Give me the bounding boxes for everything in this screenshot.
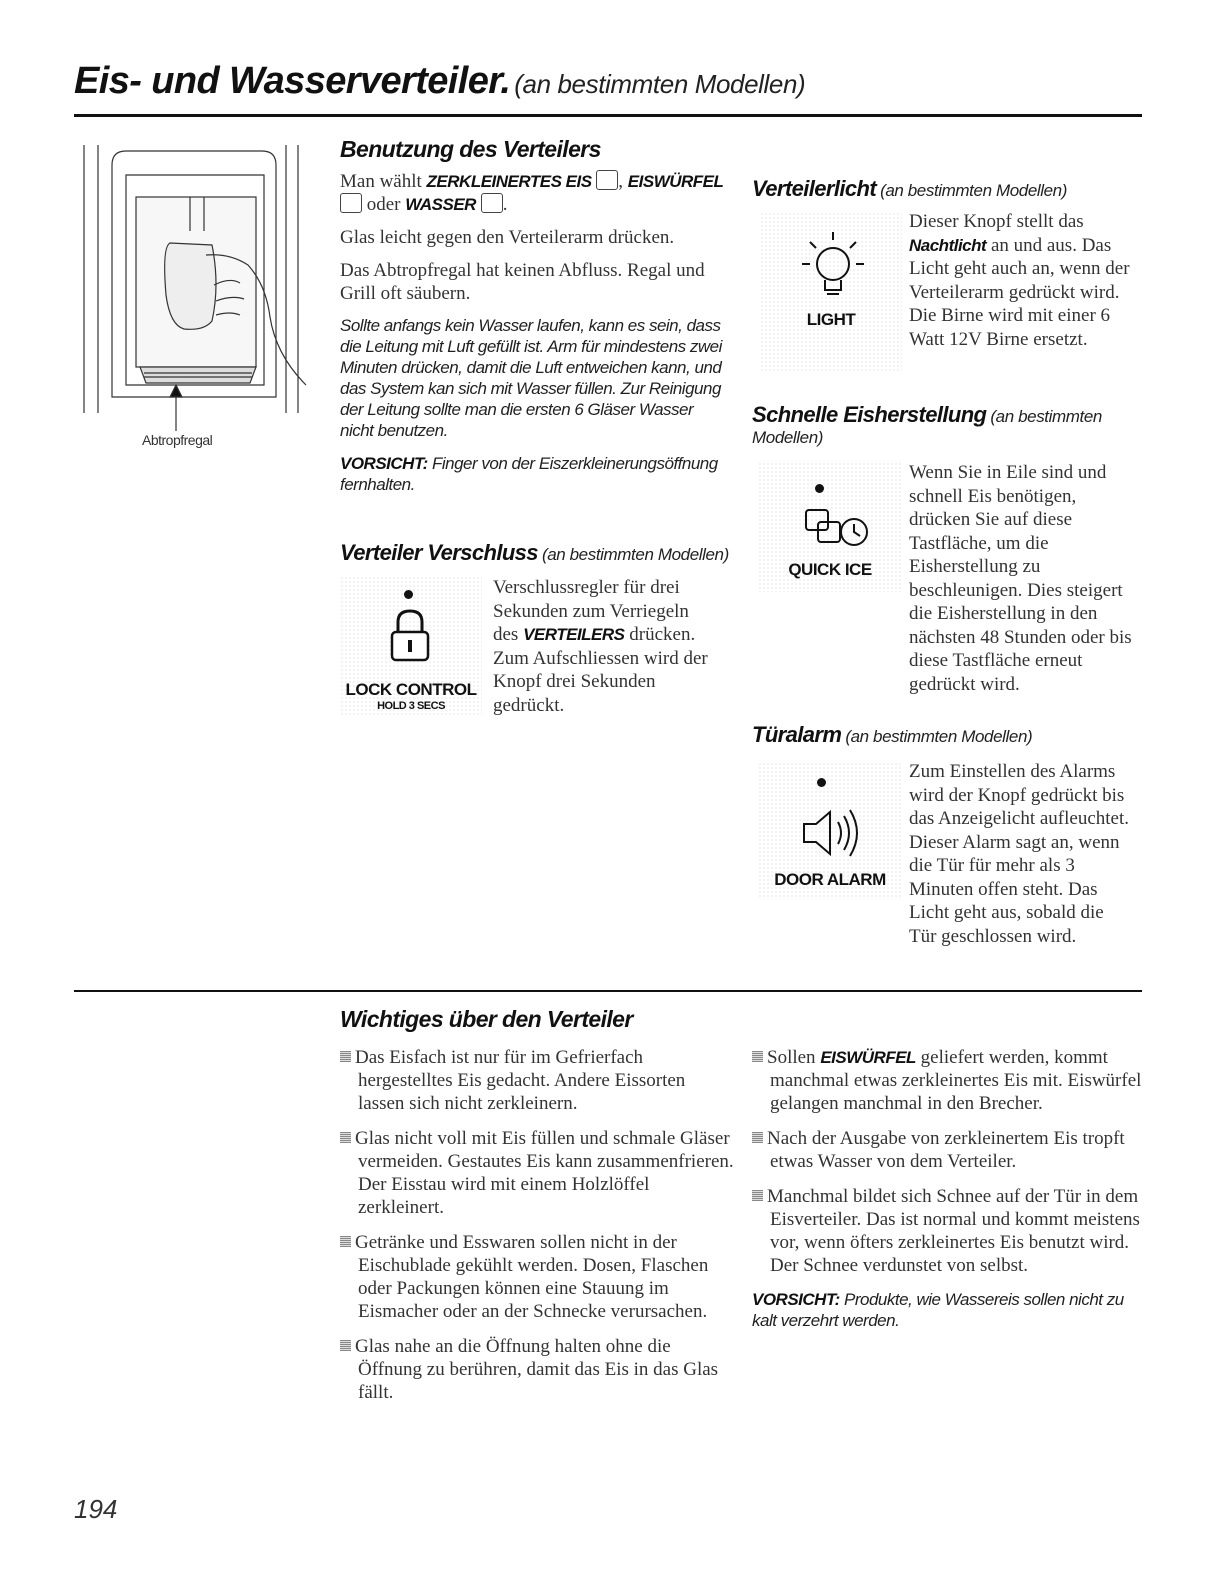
- ice-cubes-icon: [340, 193, 362, 213]
- light-text-pre: Dieser Knopf stellt das: [909, 211, 1084, 232]
- page-title: [74, 60, 1154, 103]
- label-crushed-ice: ZERKLEINERTES EIS: [426, 172, 592, 191]
- bullet-icon: [752, 1190, 763, 1201]
- lock-text-post: drücken. Zum Aufschliessen wird der Knopf drei Sekunden gedrückt.: [493, 624, 708, 716]
- lock-text: [493, 576, 718, 717]
- benutzung-caution: [340, 453, 730, 495]
- dispenser-illustration: [80, 135, 310, 445]
- section-heading-door-alarm: [752, 722, 1032, 748]
- title-main: Eis- und Wasserverteiler.: [74, 60, 511, 102]
- crushed-ice-icon: [596, 170, 618, 190]
- wichtiges-right-list: [752, 1046, 1147, 1277]
- list-item-text: Getränke und Esswaren sollen nicht in der Eischublade gekühlt werden. Dosen, Flaschen oder Packungen können eine Stauung im Eismacher oder an der Schnecke verursachen.: [355, 1232, 709, 1322]
- caution-text: Finger von der Eiszerkleinerungsöffnung fernhalten.: [340, 454, 718, 494]
- bullet-icon: [340, 1132, 351, 1143]
- light-panel: [760, 212, 902, 372]
- list-item: [340, 1127, 735, 1219]
- wichtiges-left-list: [340, 1046, 735, 1404]
- list-item: [340, 1046, 735, 1115]
- bullet-icon: [752, 1132, 763, 1143]
- wichtiges-left-column: [340, 1046, 735, 1416]
- door-alarm-panel-label: DOOR ALARM: [774, 870, 886, 889]
- benutzung-p4: Sollte anfangs kein Wasser laufen, kann es sein, dass die Leitung mit Luft gefüllt ist. Arm für mindestens zwei Minuten drücken, damit die Luft entweichen kann, und das System kan sich mit Wasser füllen. Zur Reinigung der Leitung sollte man die ersten 6 Gläser Wasser nicht benutzen.: [340, 316, 722, 440]
- lock-indicator-dot: [404, 590, 413, 599]
- label-water: WASSER: [405, 195, 476, 214]
- lock-panel-label: LOCK CONTROL: [345, 680, 477, 699]
- list-item-text: Manchmal bildet sich Schnee auf der Tür in dem Eisverteiler. Das ist normal und kommt meistens vor, wenn öfters zerkleinertes Eis benutzt wird. Der Schnee verdunstet von selbst.: [767, 1186, 1140, 1276]
- list-item: [752, 1046, 1147, 1115]
- caution-text: Produkte, wie Wassereis sollen nicht zu kalt verzehrt werden.: [752, 1290, 1124, 1330]
- list-item-text: Nach der Ausgabe von zerkleinertem Eis tropft etwas Wasser von dem Verteiler.: [767, 1128, 1125, 1172]
- text-period: .: [502, 194, 508, 215]
- door-alarm-text: Zum Einstellen des Alarms wird der Knopf gedrückt bis das Anzeigelicht aufleuchtet. Dieser Alarm sagt an, wenn die Tür für mehr als 3 Minuten offen steht. Das Licht geht aus, sobald die Tür geschlossen wird.: [909, 761, 1129, 947]
- list-item-text-pre: Sollen: [767, 1047, 816, 1068]
- light-text-post: an und aus. Das Licht geht auch an, wenn der Verteilerarm gedrückt wird. Die Birne wird mit einer 6 Watt 12V Birne ersetzt.: [909, 234, 1130, 350]
- list-item: [340, 1231, 735, 1323]
- title-sub: (an bestimmten Modellen): [514, 69, 806, 99]
- lock-heading-sub: (an bestimmten Modellen): [541, 545, 729, 564]
- light-text: [909, 210, 1134, 351]
- text-man-waehlt: Man wählt: [340, 171, 422, 192]
- light-heading-main: Verteilerlicht: [752, 176, 877, 201]
- door-alarm-heading-sub: (an bestimmten Modellen): [845, 727, 1033, 746]
- bullet-icon: [340, 1236, 351, 1247]
- benutzung-body: [340, 170, 730, 505]
- text-oder: oder: [366, 194, 401, 215]
- section-heading-wichtiges: Wichtiges über den Verteiler: [340, 1006, 633, 1032]
- benutzung-p3: Das Abtropfregal hat keinen Abfluss. Regal und Grill oft säubern.: [340, 260, 705, 304]
- bullet-icon: [340, 1340, 351, 1351]
- page-number: 194: [74, 1494, 118, 1524]
- lock-text-bold: VERTEILERS: [523, 625, 625, 644]
- section-heading-lock: [340, 540, 729, 566]
- door-alarm-panel: [758, 762, 902, 898]
- list-item-text: Glas nicht voll mit Eis füllen und schmale Gläser vermeiden. Gestautes Eis kann zusammenfrieren. Der Eisstau wird mit einem Holzlöffel zerkleinert.: [355, 1128, 734, 1218]
- label-ice-cubes: EISWÜRFEL: [627, 172, 724, 191]
- bullet-icon: [340, 1051, 351, 1062]
- lock-control-panel: [340, 576, 482, 716]
- caution-label: VORSICHT:: [340, 454, 428, 473]
- section-divider: [74, 990, 1142, 992]
- list-item-text: Das Eisfach ist nur für im Gefrierfach hergestelltes Eis gedacht. Andere Eissorten lassen sich nicht zerkleinern.: [355, 1047, 686, 1114]
- light-text-bold: Nachtlicht: [909, 235, 987, 255]
- quick-ice-heading-main: Schnelle Eisherstellung: [752, 402, 987, 427]
- figure-caption: Abtropfregal: [142, 432, 213, 448]
- light-bulb-icon: [798, 228, 868, 308]
- wichtiges-right-column: [752, 1046, 1147, 1331]
- door-alarm-heading-main: Türalarm: [752, 722, 842, 747]
- speaker-icon: [796, 798, 868, 868]
- list-item: [752, 1185, 1147, 1277]
- list-item: [752, 1127, 1147, 1173]
- padlock-icon: [386, 608, 434, 664]
- lock-panel-sublabel: HOLD 3 SECS: [377, 700, 445, 712]
- benutzung-p2: Glas leicht gegen den Verteilerarm drücken.: [340, 227, 675, 248]
- section-heading-light: [752, 176, 1067, 202]
- lock-heading-main: Verteiler Verschluss: [340, 540, 538, 565]
- list-item-text-bold: EISWÜRFEL: [820, 1048, 916, 1067]
- light-heading-sub: (an bestimmten Modellen): [880, 181, 1067, 200]
- list-item-text-post: geliefert werden, kommt manchmal etwas zerkleinertes Eis mit. Eiswürfel gelangen manchmal in den Brecher.: [770, 1047, 1142, 1114]
- light-panel-label: LIGHT: [806, 310, 856, 329]
- lock-text-pre: Verschlussregler für drei Sekunden zum Verriegeln des: [493, 577, 689, 645]
- bullet-icon: [752, 1051, 763, 1062]
- text-comma: ,: [618, 171, 624, 192]
- quick-ice-indicator-dot: [815, 484, 824, 493]
- section-heading-quick-ice: [752, 402, 1112, 448]
- door-alarm-indicator-dot: [817, 778, 826, 787]
- section-heading-benutzung: Benutzung des Verteilers: [340, 136, 601, 162]
- water-icon: [481, 193, 503, 213]
- benutzung-line1: [340, 170, 730, 216]
- quick-ice-panel: [758, 462, 902, 592]
- list-item: [340, 1335, 735, 1404]
- list-item-text: Glas nahe an die Öffnung halten ohne die Öffnung zu berühren, damit das Eis in das Glas fällt.: [355, 1336, 719, 1403]
- wichtiges-caution: [752, 1289, 1147, 1331]
- caution-label: VORSICHT:: [752, 1290, 840, 1309]
- title-rule: [74, 114, 1142, 117]
- quick-ice-heading-sub: (an bestimmten Modellen): [752, 407, 1102, 447]
- quick-ice-icon: [802, 504, 872, 554]
- quick-ice-panel-label: QUICK ICE: [788, 560, 872, 579]
- quick-ice-text: Wenn Sie in Eile sind und schnell Eis benötigen, drücken Sie auf diese Tastfläche, um die Eisherstellung zu beschleunigen. Dies steigert die Eisherstellung in den nächsten 48 Stunden oder bis diese Tastfläche erneut gedrückt wird.: [909, 462, 1132, 695]
